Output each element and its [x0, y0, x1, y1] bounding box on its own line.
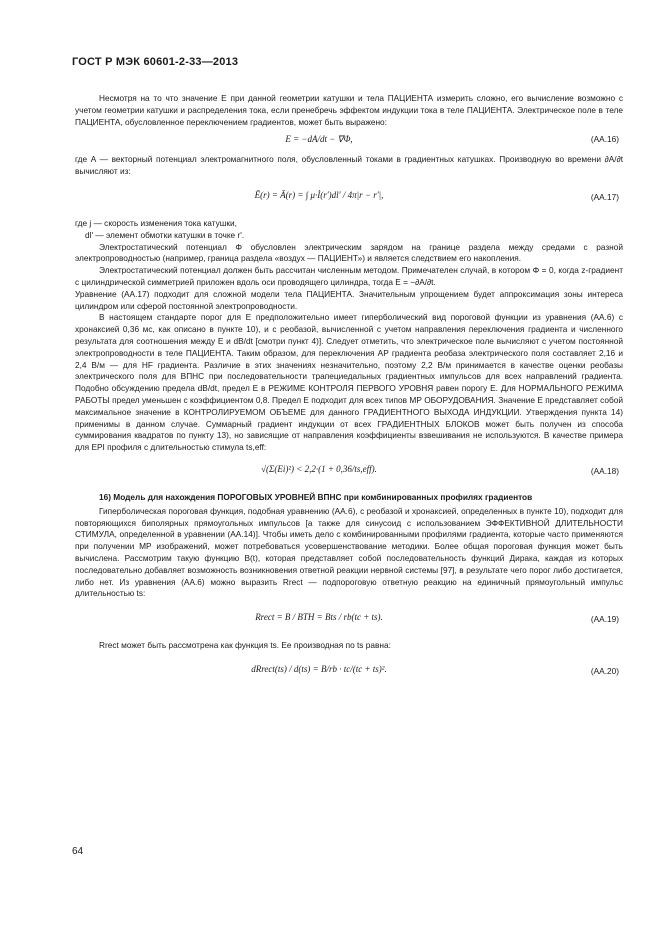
equation-aa16	[75, 130, 623, 152]
paragraph: Гиперболическая пороговая функция, подобная уравнению (AA.6), с реобазой и хронаксией, определенных в пункте 10), подходит для повторяющихся биполярных прямоугольных импульсов [а также для синусоид с использованием ЭФФЕКТИВНОЙ ДЛИТЕЛЬНОСТИ СТИМУЛА, определенной в уравнении (AA.14)]. Чтобы иметь дело с комбинированными профилями градиента, которые часто применяются при получении МР изображений, может потребоваться усовершенствование методики. Более общая пороговая функция может быть вычислена. Рассмотрим такую функцию B(t), которая представляет собой последовательность функций Дирака, каждая из которых последовательно добавляет возможность возникновения ответной реакции нервной системы [97], в результате чего порог либо достигается, либо нет. Из уравнения (AA.6) можно выразить Rrect — подпороговую ответную реакцию на единичный прямоугольный импульс длительностью ts:	[75, 505, 623, 599]
page-number: 64	[72, 846, 84, 857]
section-heading: 16) Модель для нахождения ПОРОГОВЫХ УРОВНЕЙ ВПНС при комбинированных профилях градиентов	[99, 491, 533, 502]
paragraph: Rrect может быть рассмотрена как функция ts. Ее производная по ts равна:	[99, 640, 391, 651]
paragraph: Электростатический потенциал должен быть рассчитан численным методом. Примечателен случай, в котором Φ = 0, когда z-градиент с цилиндрической симметрией приложен вдоль оси проводящего цилиндра, тогда E = −∂A/∂t.	[75, 265, 623, 287]
paragraph: где A — векторный потенциал электромагнитного поля, обусловленный токами в градиентных катушках. Производную во времени ∂A/∂t вычисляют из:	[75, 154, 623, 177]
equation-formula: Ē(r) = Ā(r) = ∫ μ·İ(r′)dl′ / 4π|r − r′|,	[254, 189, 384, 200]
page-header: ГОСТ Р МЭК 60601-2-33—2013	[72, 56, 239, 68]
paragraph: dl' — элемент обмотки катушки в точке r'.	[85, 229, 245, 240]
paragraph: Электростатический потенциал Φ обусловлен электрическим зарядом на границе раздела между средами с разной электропроводностью (например, граница раздела «воздух — ПАЦИЕНТ») и является следствием его накопления.	[75, 241, 623, 264]
equation-formula: dRrect(ts) / d(ts) = B/rb · tc/(tc + ts)².	[251, 663, 387, 674]
equation-aa18	[75, 456, 623, 486]
equation-aa17	[75, 180, 623, 216]
equation-formula: E = −dA/dt − ∇Φ,	[285, 134, 353, 145]
document-body	[75, 93, 623, 692]
equation-number: (AA.16)	[590, 134, 619, 145]
equation-number: (AA.19)	[590, 614, 619, 625]
paragraph: где j — скорость изменения тока катушки,	[75, 217, 237, 228]
equation-formula: √(Σ(Ei)²) < 2,2·(1 + 0,36/ts,eff).	[261, 463, 377, 474]
equation-number: (AA.18)	[590, 465, 619, 476]
paragraph: В настоящем стандарте порог для E предположительно имеет гиперболический вид пороговой функции из уравнения (AA.6) с хронаксией 0,36 мс, как описано в пункте 10), и с реобазой, вычисленной с учетом направления переключения градиента и численного результата для соотношения между E и dB/dt [смотри пункт 4)]. Следует отметить, что электрическое поле вычисляют с учетом постоянной электропроводности в теле ПАЦИЕНТА. Таким образом, для переключения AP градиента реобаза электрического поля составляет 2,16 и 2,4 В/м — для HF градиента. Различие в этих значениях незначительно, поэтому 2,2 В/м принимается в качестве оценки реобазы электрического поля для ВПНС при последовательности трапециедальных градиентных импульсов для всех направлений градиента. Подобно обсуждению предела dB/dt, предел E в РЕЖИМЕ КОНТРОЛЯ ПЕРВОГО УРОВНЯ равен порогу E. Для НОРМАЛЬНОГО РЕЖИМА РАБОТЫ предел уменьшен с коэффициентом 0,8. Предел E подходит для всех типов МР ОБОРУДОВАНИЯ. Значение E представляет собой максимальное значение в КОНТРОЛИРУЕМОМ ОБЪЕМЕ для данного ГРАДИЕНТНОГО ВЫХОДА ИНДУКЦИИ. Утверждения пункта 14) применимы в данном случае. Суммарный градиент индукции от всех ГРАДИЕНТНЫХ БЛОКОВ может быть получен из способа суммирования квадратов по пункту 13), но зависящие от направления коэффициенты взвешивания не используются. В качестве примера для EPI профиля с длительностью стимула ts,eff:	[75, 312, 623, 453]
equation-number: (AA.20)	[590, 665, 619, 676]
equation-aa20	[75, 654, 623, 690]
paragraph: Уравнение (AA.17) подходит для сложной модели тела ПАЦИЕНТА. Значительным упрощением будет аппроксимация зоны интереса цилиндром или сферой постоянной электропроводности.	[75, 288, 623, 311]
paragraph: Несмотря на то что значение E при данной геометрии катушки и тела ПАЦИЕНТА измерить сложно, его вычисление возможно с учетом геометрии катушки и распределения тока, если пренебречь эффектом индукции тока в теле ПАЦИЕНТА. Электрическое поле в теле ПАЦИЕНТА, обусловленное переключением градиентов, может быть выражено:	[75, 93, 623, 127]
equation-aa19	[75, 602, 623, 638]
equation-number: (AA.17)	[590, 191, 619, 202]
equation-formula: Rrect = B / BTH = Bts / rb(tc + ts).	[255, 612, 383, 623]
